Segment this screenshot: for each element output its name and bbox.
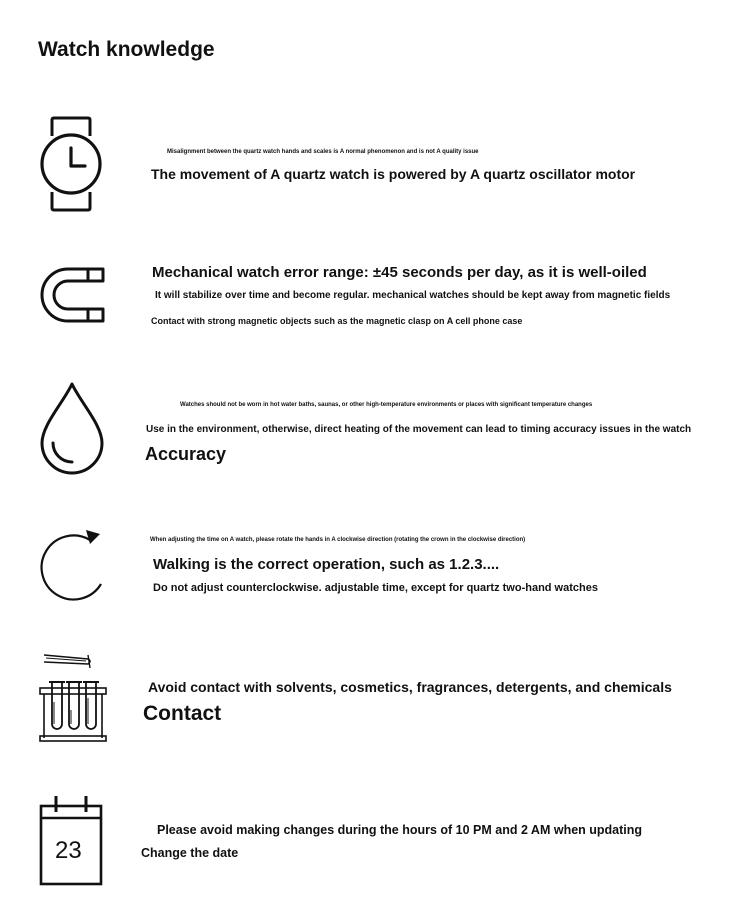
section-1-heading: The movement of A quartz watch is powered by A quartz oscillator motor [151, 166, 636, 182]
section-2-note: Contact with strong magnetic objects such as the magnetic clasp on A cell phone case [151, 316, 523, 326]
section-3-detail: Use in the environment, otherwise, direct heating of the movement can lead to timing accuracy issues in the watch [146, 424, 692, 435]
clockwise-arrow-icon [38, 526, 108, 606]
section-6-detail: Please avoid making changes during the hours of 10 PM and 2 AM when updating [157, 823, 643, 837]
magnet-icon [40, 266, 106, 324]
section-4-heading: Walking is the correct operation, such as 1.2.3.... [153, 556, 500, 573]
section-1-note: Misalignment between the quartz watch hands and scales is A normal phenomenon and is not A quality issue [167, 149, 479, 155]
section-5-detail: Avoid contact with solvents, cosmetics, fragrances, detergents, and chemicals [148, 679, 672, 695]
section-5-heading: Contact [143, 702, 222, 725]
section-3-note: Watches should not be worn in hot water baths, saunas, or other high-temperature environments or places with significant temperature changes [180, 402, 593, 408]
calendar-day: 23 [55, 837, 82, 864]
page-title: Watch knowledge [38, 38, 215, 61]
section-4-note: When adjusting the time on A watch, please rotate the hands in A clockwise direction (rotating the crown in the clockwise direction) [150, 537, 526, 543]
watch-clock-icon [38, 116, 104, 212]
section-3-heading: Accuracy [145, 444, 227, 464]
test-tubes-icon [38, 652, 110, 744]
section-6-heading: Change the date [141, 846, 239, 860]
section-4-detail: Do not adjust counterclockwise. adjustable time, except for quartz two-hand watches [153, 582, 598, 594]
water-drop-icon [38, 381, 106, 477]
section-2-heading: Mechanical watch error range: ±45 seconds per day, as it is well-oiled [152, 264, 647, 281]
section-2-detail: It will stabilize over time and become regular. mechanical watches should be kept away from magnetic fields [155, 290, 671, 301]
